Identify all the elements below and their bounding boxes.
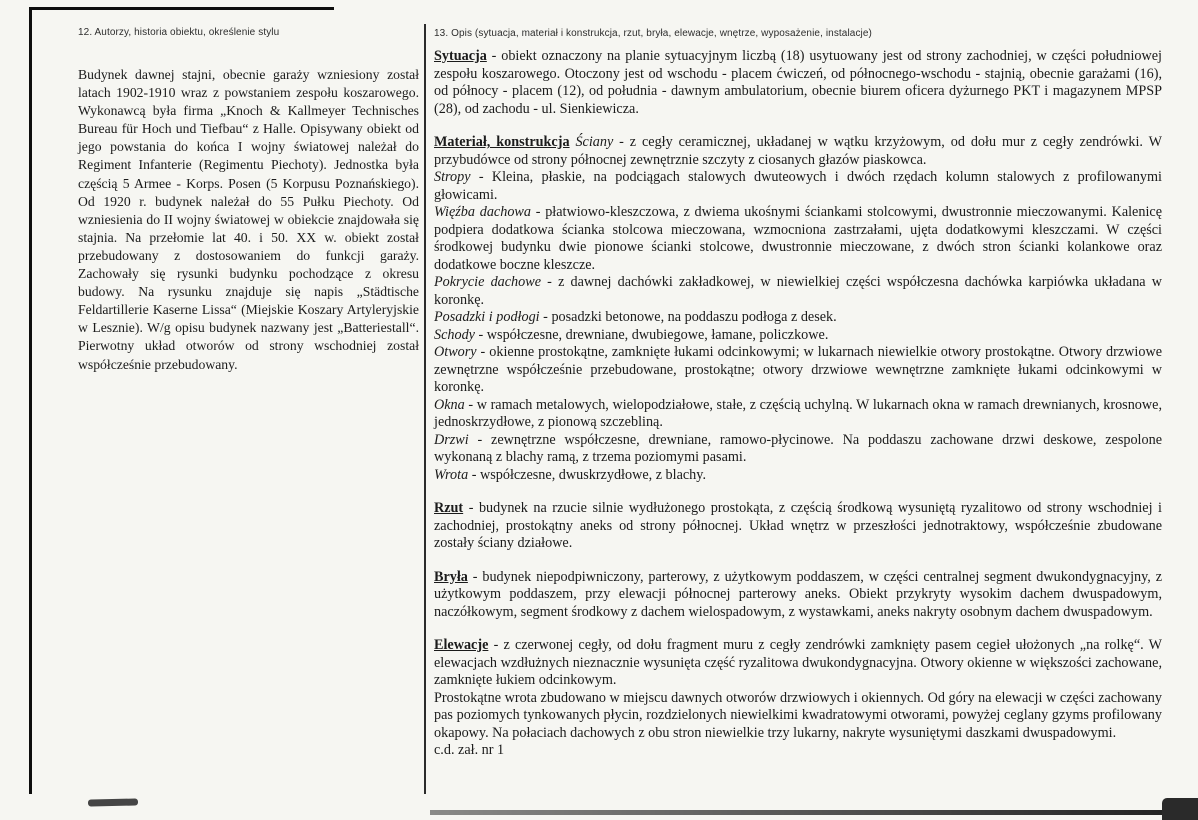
term-wrota: Wrota [434, 466, 469, 483]
paragraph-drzwi [434, 432, 1162, 467]
term-sytuacja: Sytuacja [434, 48, 487, 64]
paragraph-text: - z cegły ceramicznej, układanej w wątku krzyżowym, od dołu mur z cegły zendrówki. W przybudówce od strony północnej zewnętrznie szczyty z ciosanych głazów piaskowca. [434, 134, 1162, 168]
paragraph-posadzki-podlogi [434, 309, 1162, 327]
term-pokrycie-dachowe: Pokrycie dachowe [434, 274, 542, 290]
scan-edge-left [29, 8, 32, 794]
paragraph-text: - współczesne, dwuskrzydłowe, z blachy. [468, 466, 706, 483]
term-okna: Okna [434, 396, 465, 413]
paragraph-elewacje [434, 637, 1162, 690]
paragraph-material-konstrukcja [434, 134, 1162, 169]
term-rzut: Rzut [434, 500, 464, 516]
column-divider-line [424, 24, 426, 794]
paragraph-wrota [434, 467, 1162, 485]
paragraph-text: - z dawnej dachówki zakładkowej, w niewielkiej części współczesna dachówka karpiówka układana w koronkę. [434, 274, 1162, 308]
paragraph-text: - posadzki betonowe, na poddaszu podłoga z desek. [539, 309, 837, 325]
history-text: Budynek dawnej stajni, obecnie garaży wzniesiony został latach 1902-1910 wraz z powstaniem zespołu koszarowego. Wykonawcą była firma „Knoch & Kallmeyer Technisches Bureau für Hoch und Tiefbau“ z Halle. Opisywany obiekt od jego powstania do końca I wojny światowej należał do Regiment Infanterie (Regimentu Piechoty). Jednostka była częścią 5 Armee - Korps. Posen (5 Korpusu Poznańskiego). Od 1920 r. budynek należał do 55 Pułku Piechoty. Od wzniesienia do II wojny światowej w obiekcie znajdowała się stajnia. Na przełomie lat 40. i 50. XX w. obiekt został przebudowany z dostosowaniem do funkcji garaży. Zachowały się rysunki budynku pochodzące z okresu budowy. Na rysunku znajduje się napis „Städtische Feldartillerie Kaserne Lissa“ (Miejskie Koszary Artyleryjskie w Lesznie). W/g opisu budynek nazwany jest „Batteriestall“. Pierwotny układ otworów od strony wschodniej został współcześnie przebudowany. [78, 67, 419, 372]
paragraph-text: - płatwiowo-kleszczowa, z dwiema ukośnymi ściankami stolcowymi, dwustronnie mieczowanymi. Kalenicę podpiera dodatkowa ścianka stolcowa mieczowana, wzmocniona zastrzałami, ujęta dodatkowymi kleszczami. W części środkowej budynku dwie pionowe ścianki stolcowe, dwustronnie mieczowane, z dwóch stron ścianki kolankowe oraz dodatkowe boczne kleszcze. [434, 204, 1162, 273]
paragraph-text: - współczesne, drewniane, dwubiegowe, łamane, policzkowe. [474, 326, 829, 343]
term-stropy: Stropy [434, 169, 471, 185]
paragraph-text: - zewnętrzne współczesne, drewniane, ramowo-płycinowe. Na poddaszu zachowane drzwi deskowe, zespolone wykonaną z blachy ramą, z trzema poziomymi pasami. [434, 431, 1162, 465]
paragraph-rzut [434, 500, 1162, 553]
description-column [434, 48, 1162, 760]
paragraph-text: - obiekt oznaczony na planie sytuacyjnym liczbą (18) usytuowany jest od strony zachodniej, w części południowej zespołu koszarowego. Otoczony jest od wschodu - placem ćwiczeń, od północnego-wschodu - stajnią, obecnie garażami (16), od północy - placem (12), od południa - dawnym ambulatorium, obecnie biurem oficera dyżurnego PKT i magazynem MPSP (28), od zachodu - ul. Sienkiewicza. [434, 48, 1162, 117]
term-drzwi: Drzwi [434, 431, 469, 448]
section-13-caption: 13. Opis (sytuacja, materiał i konstrukcja, rzut, bryła, elewacje, wnętrze, wyposażenie, instalacje) [434, 28, 872, 39]
section-12-caption: 12. Autorzy, historia obiektu, określenie stylu [78, 27, 280, 38]
term-posadzki-podlogi: Posadzki i podłogi [434, 309, 540, 325]
paragraph-okna [434, 397, 1162, 432]
paragraph-bryla [434, 569, 1162, 622]
paragraph-text: - okienne prostokątne, zamknięte łukami odcinkowymi; w lukarnach niewielkie otwory prostokątne. Otwory drzwiowe zewnętrzne współcześnie przebudowane, prostokątne; otwory drzwiowe wewnętrzne zamknięte łukami odcinkowymi w koronkę. [434, 344, 1162, 395]
paragraph-text: - Kleina, płaskie, na podciągach stalowych dwuteowych i dwóch rzędach kolumn stalowych z profilowanymi głowicami. [434, 169, 1162, 203]
paragraph-text: - budynek niepodpiwniczony, parterowy, z użytkowym poddaszem, w części centralnej segment dwukondygnacyjny, z użytkowym poddaszem, przy elewacji północnej parterowy aneks. Obiekt przykryty wysokim dachem dwuspadowym, naczółkowym, segment środkowy z dachem wielospadowym, z wystawkami, aneks nakryty osobnym dachem dwuspadowym. [434, 568, 1162, 620]
scan-edge-top [29, 7, 334, 10]
paragraph-otwory [434, 344, 1162, 397]
paragraph-pokrycie-dachowe [434, 274, 1162, 309]
scan-smudge-bottom-right [430, 810, 1198, 815]
paragraph-elewacje-cd [434, 690, 1162, 743]
term-elewacje: Elewacje [434, 637, 489, 653]
scan-corner-bottom-right [1162, 798, 1198, 820]
continuation-note: c.d. zał. nr 1 [434, 742, 505, 758]
paragraph-sytuacja [434, 48, 1162, 118]
paragraph-stropy [434, 169, 1162, 204]
paragraph-text: - w ramach metalowych, wielopodziałowe, stałe, z częścią uchylną. W lukarnach okna w ramach drewnianych, krosnowe, jednoskrzydłowe, z pionową szczebliną. [434, 396, 1162, 430]
paragraph-text: - budynek na rzucie silnie wydłużonego prostokąta, z częścią środkową wysuniętą ryzalitowo od strony wschodniej i zachodniej, prostokątny aneks od strony północnej. Układ wnętrz w przeszłości jednotraktowy, współcześnie zbudowane zostały ściany działowe. [434, 500, 1162, 551]
paragraph-wiezba-dachowa [434, 204, 1162, 274]
term-wiezba-dachowa: Więźba dachowa [434, 204, 531, 220]
paragraph-text: Prostokątne wrota zbudowano w miejscu dawnych otworów drzwiowych i okiennych. Od góry na elewacji w części zachowany pas poziomych tynkowanych płycin, rozdzielonych niewielkimi kwadratowymi otworami, powyżej ceglany gzyms profilowany okapowy. Na połaciach dachowych z obu stron niewielkie trzy lukarny, nakryte wysuniętymi daszkami dwuspadowymi. [434, 689, 1162, 741]
term-bryla: Bryła [434, 568, 468, 585]
term-schody: Schody [434, 326, 475, 343]
paragraph-text: - z czerwonej cegły, od dołu fragment muru z cegły zendrówki zamknięty pasem cegieł ułożonych „na rolkę“. W elewacjach wzdłużnych nieznacznie wysunięta część ryzalitowa dwukondygnacyjna. Otwory okienne w większości zachowane, zamknięte łukiem odcinkowym. [434, 637, 1162, 688]
term-material-konstrukcja: Materiał, konstrukcja [434, 134, 570, 150]
term-sciany: Ściany [569, 134, 614, 150]
term-otwory: Otwory [434, 344, 477, 360]
scan-smudge-bottom-left [88, 798, 138, 806]
history-column [78, 66, 419, 374]
paragraph-schody [434, 327, 1162, 345]
